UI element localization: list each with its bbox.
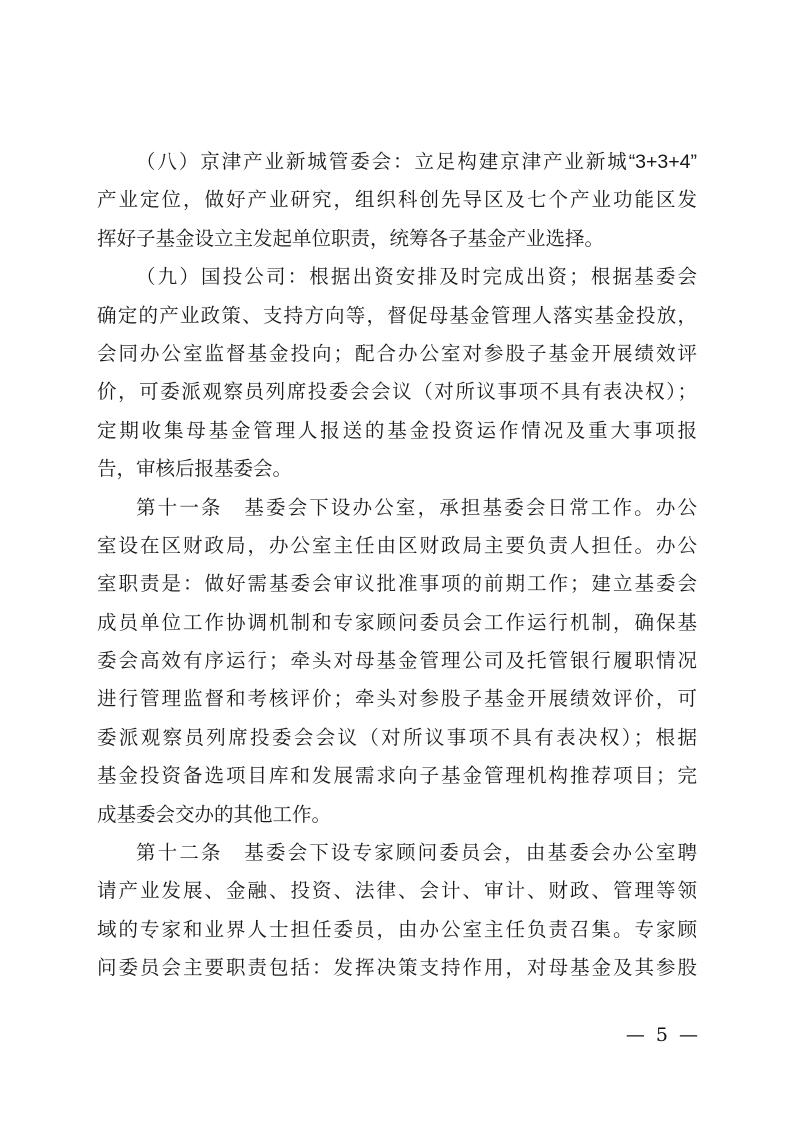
text-line: （八）京津产业新城管委会：立足构建京津产业新城“3+3+4” bbox=[136, 151, 697, 173]
text-line: 基金投资备选项目库和发展需求向子基金管理机构推荐项目；完 bbox=[97, 765, 697, 788]
page-number-dash-right: — bbox=[679, 1024, 698, 1046]
text-line: 确定的产业政策、支持方向等，督促母基金管理人落实基金投放， bbox=[97, 304, 697, 327]
document-body bbox=[97, 143, 697, 988]
text-line: 成基委会交办的其他工作。 bbox=[97, 803, 332, 826]
page-number bbox=[626, 1024, 698, 1046]
text-line: 定期收集母基金管理人报送的基金投资运作情况及重大事项报 bbox=[97, 419, 697, 442]
text-line: 室设在区财政局，办公室主任由区财政局主要负责人担任。办公 bbox=[97, 534, 697, 557]
text-line: 第十一条 基委会下设办公室，承担基委会日常工作。办公 bbox=[136, 496, 697, 519]
text-line: 产业定位，做好产业研究，组织科创先导区及七个产业功能区发 bbox=[97, 189, 697, 212]
text-line: 委派观察员列席投委会会议（对所议事项不具有表决权）；根据 bbox=[97, 726, 697, 749]
text-line: 会同办公室监督基金投向；配合办公室对参股子基金开展绩效评 bbox=[97, 342, 697, 365]
page-number-dash-left: — bbox=[625, 1024, 645, 1046]
text-line: 告，审核后报基委会。 bbox=[97, 458, 293, 481]
text-line: 室职责是：做好需基委会审议批准事项的前期工作；建立基委会 bbox=[97, 573, 697, 596]
text-line: 问委员会主要职责包括：发挥决策支持作用，对母基金及其参股 bbox=[97, 957, 697, 980]
text-line: （九）国投公司：根据出资安排及时完成出资；根据基委会 bbox=[136, 266, 697, 289]
text-line: 第十二条 基委会下设专家顾问委员会，由基委会办公室聘 bbox=[136, 842, 697, 865]
text-line: 挥好子基金设立主发起单位职责，统筹各子基金产业选择。 bbox=[97, 227, 605, 250]
text-line: 域的专家和业界人士担任委员，由办公室主任负责召集。专家顾 bbox=[97, 918, 697, 941]
text-line: 请产业发展、金融、投资、法律、会计、审计、财政、管理等领 bbox=[97, 880, 697, 903]
text-line: 进行管理监督和考核评价；牵头对参股子基金开展绩效评价，可 bbox=[97, 688, 697, 711]
text-line: 委会高效有序运行；牵头对母基金管理公司及托管银行履职情况 bbox=[97, 650, 697, 673]
page-number-value: 5 bbox=[655, 1024, 668, 1046]
text-line: 价，可委派观察员列席投委会会议（对所议事项不具有表决权）； bbox=[97, 381, 697, 404]
text-line: 成员单位工作协调机制和专家顾问委员会工作运行机制，确保基 bbox=[97, 611, 697, 634]
